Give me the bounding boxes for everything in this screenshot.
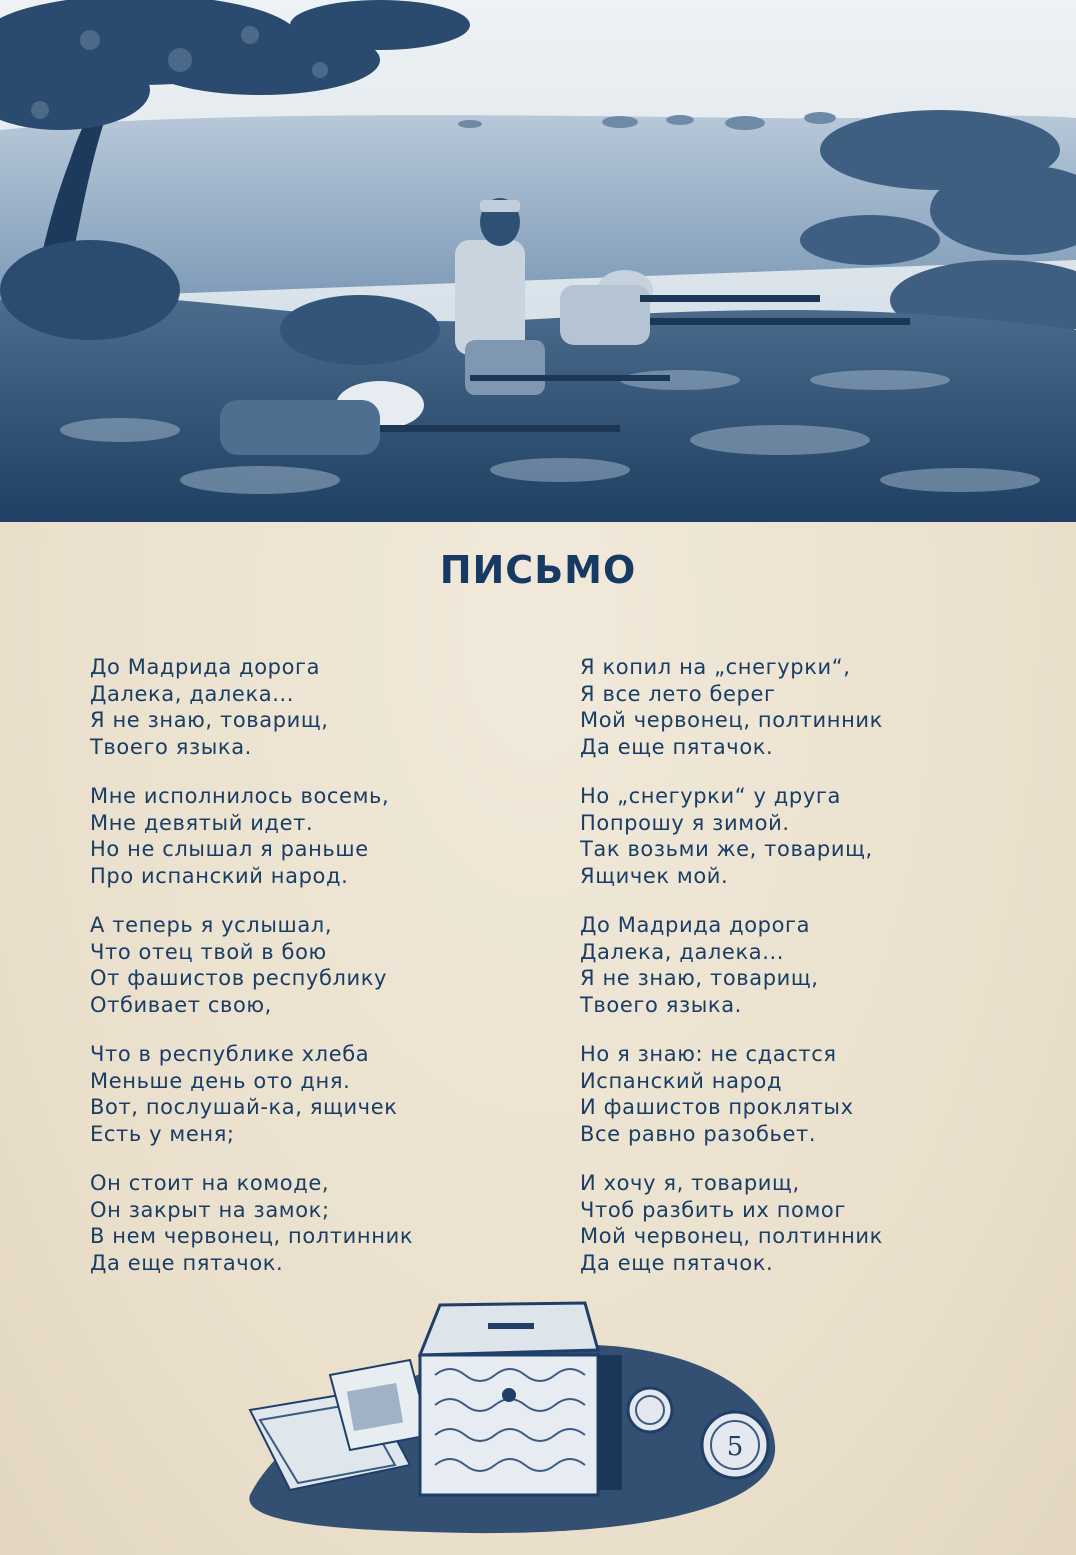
money-box-drawing (230, 1295, 790, 1540)
poem-line: Мне девятый идет. (90, 810, 314, 835)
coin-five (702, 1412, 768, 1478)
poem-line: Ящичек мой. (580, 863, 729, 888)
money-box-illustration (230, 1295, 790, 1540)
poem-line: Все равно разобьет. (580, 1121, 817, 1146)
poem-title: ПИСЬМО (439, 548, 637, 592)
poem-line: Отбивает свою, (90, 992, 272, 1017)
poem-stanza (90, 654, 520, 760)
poem-stanza (580, 783, 1010, 889)
poem-line: Но не слышал я раньше (90, 837, 369, 861)
poem-line: Далека, далека... (580, 939, 785, 964)
poem-line: Я не знаю, товарищ, (580, 966, 819, 990)
poem-line: И хочу я, товарищ, (580, 1171, 800, 1195)
poem-line: Мой червонец, полтинник (580, 708, 883, 732)
poem-line: Он стоит на комоде, (90, 1171, 330, 1195)
poem-stanza (580, 912, 1010, 1018)
poem-line: В нем червонец, полтинник (90, 1224, 414, 1248)
poem-line: Твоего языка. (90, 734, 252, 759)
poem-stanza (90, 783, 520, 889)
poem-line: Да еще пятачок. (90, 1250, 284, 1275)
poem-stanza (90, 1170, 520, 1276)
poem-line: Так возьми же, товарищ, (580, 837, 873, 861)
poem-line: Но „снегурки“ у друга (580, 784, 841, 808)
poem-right-column (580, 654, 1010, 1299)
money-box (420, 1303, 622, 1495)
poem-line: Он закрыт на замок; (90, 1197, 330, 1222)
poem-line: Да еще пятачок. (580, 1250, 774, 1275)
poem-line: Что в республике хлеба (90, 1042, 370, 1066)
poem-line: Мне исполнилось восемь, (90, 784, 390, 808)
poem-line: Что отец твой в бою (90, 939, 327, 964)
poem-line: Есть у меня; (90, 1121, 235, 1146)
poem-left-column (90, 654, 520, 1299)
coin-five-label: 5 (726, 1432, 744, 1462)
poem-line: Но я знаю: не сдастся (580, 1042, 837, 1066)
poem-line: И фашистов проклятых (580, 1095, 854, 1119)
poem-line: Я не знаю, товарищ, (90, 708, 329, 732)
poem-line: Вот, послушай-ка, ящичек (90, 1095, 398, 1119)
poem-line: Попрошу я зимой. (580, 810, 790, 835)
poem-stanza (580, 1041, 1010, 1147)
poem-line: Испанский народ (580, 1068, 783, 1093)
poem-line: Мой червонец, полтинник (580, 1224, 883, 1248)
poem-line: Чтоб разбить их помог (580, 1197, 847, 1222)
soldiers-in-field-photo (0, 0, 1076, 522)
poem-line: До Мадрида дорога (90, 655, 321, 679)
poem-stanza (90, 912, 520, 1018)
poem-line: Про испанский народ. (90, 863, 349, 888)
poem-line: Я все лето берег (580, 681, 776, 706)
poem-line: До Мадрида дорога (580, 913, 811, 937)
poem-line: Твоего языка. (580, 992, 742, 1017)
poem-line: Да еще пятачок. (580, 734, 774, 759)
poem-line: Далека, далека... (90, 681, 295, 706)
poem-line: А теперь я услышал, (90, 913, 333, 937)
photo-illustration (0, 0, 1076, 522)
poem-stanza (90, 1041, 520, 1147)
poem-stanza (580, 654, 1010, 760)
coin-small (628, 1388, 672, 1432)
poem-line: От фашистов республику (90, 966, 388, 990)
poem-stanza (580, 1170, 1010, 1276)
poem-line: Я копил на „снегурки“, (580, 655, 851, 679)
poem-line: Меньше день ото дня. (90, 1068, 351, 1093)
